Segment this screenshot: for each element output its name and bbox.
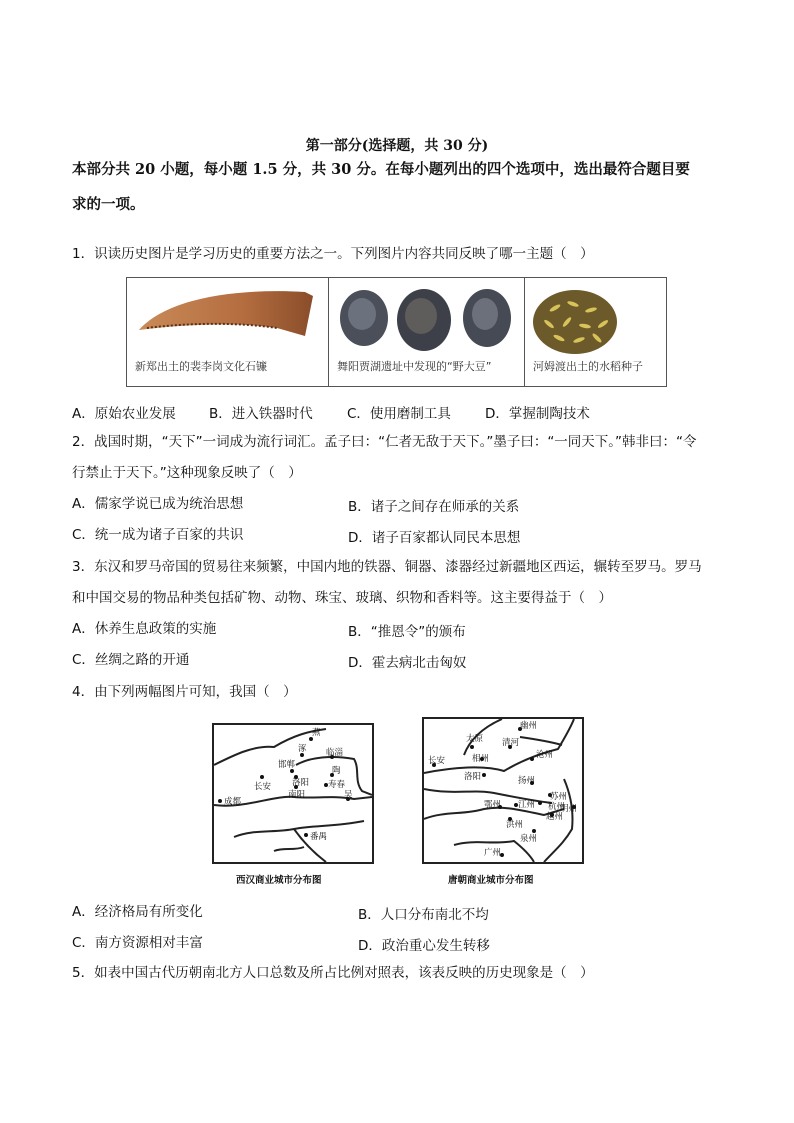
map2-city-1: 太原	[466, 734, 484, 744]
map1-city-0: 燕	[312, 728, 321, 738]
map1-city-5: 长安	[254, 782, 272, 792]
q2-option-a[interactable]: A．儒家学说已成为统治思想	[72, 496, 244, 512]
map1-city-2: 邯郸	[278, 760, 296, 770]
q1-image-strip	[126, 277, 667, 387]
map2-city-2: 清河	[502, 738, 520, 748]
map2-city-8: 苏州	[550, 792, 568, 802]
map2-city-9: 杭州	[548, 802, 566, 812]
map2-city-12: 鄂州	[484, 800, 502, 810]
map1-city-6: 洛阳	[292, 778, 310, 788]
q2-stem-line-2: 行禁止于天下。”这种现象反映了（ ）	[72, 465, 302, 481]
map2-city-16: 广州	[484, 848, 502, 858]
instruction-line-1: 本部分共 20 小题，每小题 1.5 分，共 30 分。在每小题列出的四个选项中，选出最符合题目要	[72, 161, 690, 178]
map1-city-4: 陶	[332, 766, 341, 776]
q1-caption-1: 新郑出土的裴李岗文化石镰	[135, 360, 267, 373]
q1-caption-2: 舞阳贾湖遗址中发现的“野大豆”	[337, 360, 492, 373]
rice-seeds-image	[525, 278, 668, 358]
map1-city-1: 涿	[298, 744, 307, 754]
q3-stem-line-1: 3．东汉和罗马帝国的贸易往来频繁，中国内地的铁器、铜器、漆器经过新疆地区西运，辗转至罗马。罗马	[72, 559, 702, 575]
map2-city-13: 江州	[518, 800, 536, 810]
map2-city-10: 明州	[560, 804, 578, 814]
map1-city-11: 番禺	[310, 832, 328, 842]
q1-panel-beans	[329, 278, 525, 386]
map2-city-5: 长安	[428, 756, 446, 766]
map1-city-9: 吴	[344, 790, 353, 800]
instruction-line-2: 求的一项。	[72, 196, 145, 213]
western-han-map	[212, 723, 374, 864]
q1-option-c[interactable]: C．使用磨制工具	[347, 406, 451, 422]
map1-city-7: 寿春	[328, 780, 346, 790]
tang-map	[422, 717, 584, 864]
q3-option-a[interactable]: A．休养生息政策的实施	[72, 621, 217, 637]
q2-option-b[interactable]: B．诸子之间存在师承的关系	[348, 499, 520, 515]
map1-city-10: 成都	[224, 797, 242, 807]
map2-city-15: 泉州	[520, 834, 538, 844]
q1-caption-3: 河姆渡出土的水稻种子	[533, 360, 643, 373]
q3-option-b[interactable]: B．“推恩令”的颁布	[348, 624, 466, 640]
section-title: 第一部分(选择题，共 30 分)	[305, 138, 489, 154]
q3-option-d[interactable]: D．霍去病北击匈奴	[348, 655, 467, 671]
q4-stem: 4．由下列两幅图片可知，我国（ ）	[72, 684, 297, 700]
q1-options	[72, 402, 590, 422]
map2-city-11: 越州	[546, 812, 564, 822]
q3-option-c[interactable]: C．丝绸之路的开通	[72, 652, 190, 668]
map2-city-3: 相州	[472, 754, 490, 764]
q1-panel-sickle	[127, 278, 329, 386]
stone-sickle-image	[127, 278, 328, 358]
q5-stem: 5．如表中国古代历朝南北方人口总数及所占比例对照表，该表反映的历史现象是（ ）	[72, 965, 594, 981]
map2-city-0: 幽州	[520, 721, 538, 731]
map1-city-8: 南阳	[288, 790, 306, 800]
q3-stem-line-2: 和中国交易的物品种类包括矿物、动物、珠宝、玻璃、织物和香料等。这主要得益于（ ）	[72, 590, 612, 606]
tang-map-caption: 唐朝商业城市分布图	[448, 875, 534, 886]
q4-option-c[interactable]: C．南方资源相对丰富	[72, 935, 203, 951]
map2-city-4: 沧州	[536, 750, 554, 760]
map2-city-7: 扬州	[518, 776, 536, 786]
map1-city-3: 临淄	[326, 748, 344, 758]
q1-panel-rice	[525, 278, 668, 386]
q1-option-d[interactable]: D．掌握制陶技术	[485, 406, 590, 422]
q4-option-a[interactable]: A．经济格局有所变化	[72, 904, 203, 920]
q1-option-a[interactable]: A．原始农业发展	[72, 406, 176, 422]
map2-city-14: 洪州	[506, 820, 524, 830]
wild-soybean-image	[329, 278, 524, 358]
q2-option-c[interactable]: C．统一成为诸子百家的共识	[72, 527, 244, 543]
q1-option-b[interactable]: B．进入铁器时代	[209, 406, 313, 422]
q2-option-d[interactable]: D．诸子百家都认同民本思想	[348, 530, 521, 546]
q2-stem-line-1: 2．战国时期，“天下”一词成为流行词汇。孟子曰：“仁者无敌于天下。”墨子曰：“一同天下。”韩非曰：“令	[72, 434, 697, 450]
western-han-map-caption: 西汉商业城市分布图	[236, 875, 322, 886]
q4-option-b[interactable]: B．人口分布南北不均	[358, 907, 489, 923]
map2-city-6: 洛阳	[464, 772, 482, 782]
q1-stem: 1．识读历史图片是学习历史的重要方法之一。下列图片内容共同反映了哪一主题（ ）	[72, 246, 594, 262]
q4-option-d[interactable]: D．政治重心发生转移	[358, 938, 490, 954]
